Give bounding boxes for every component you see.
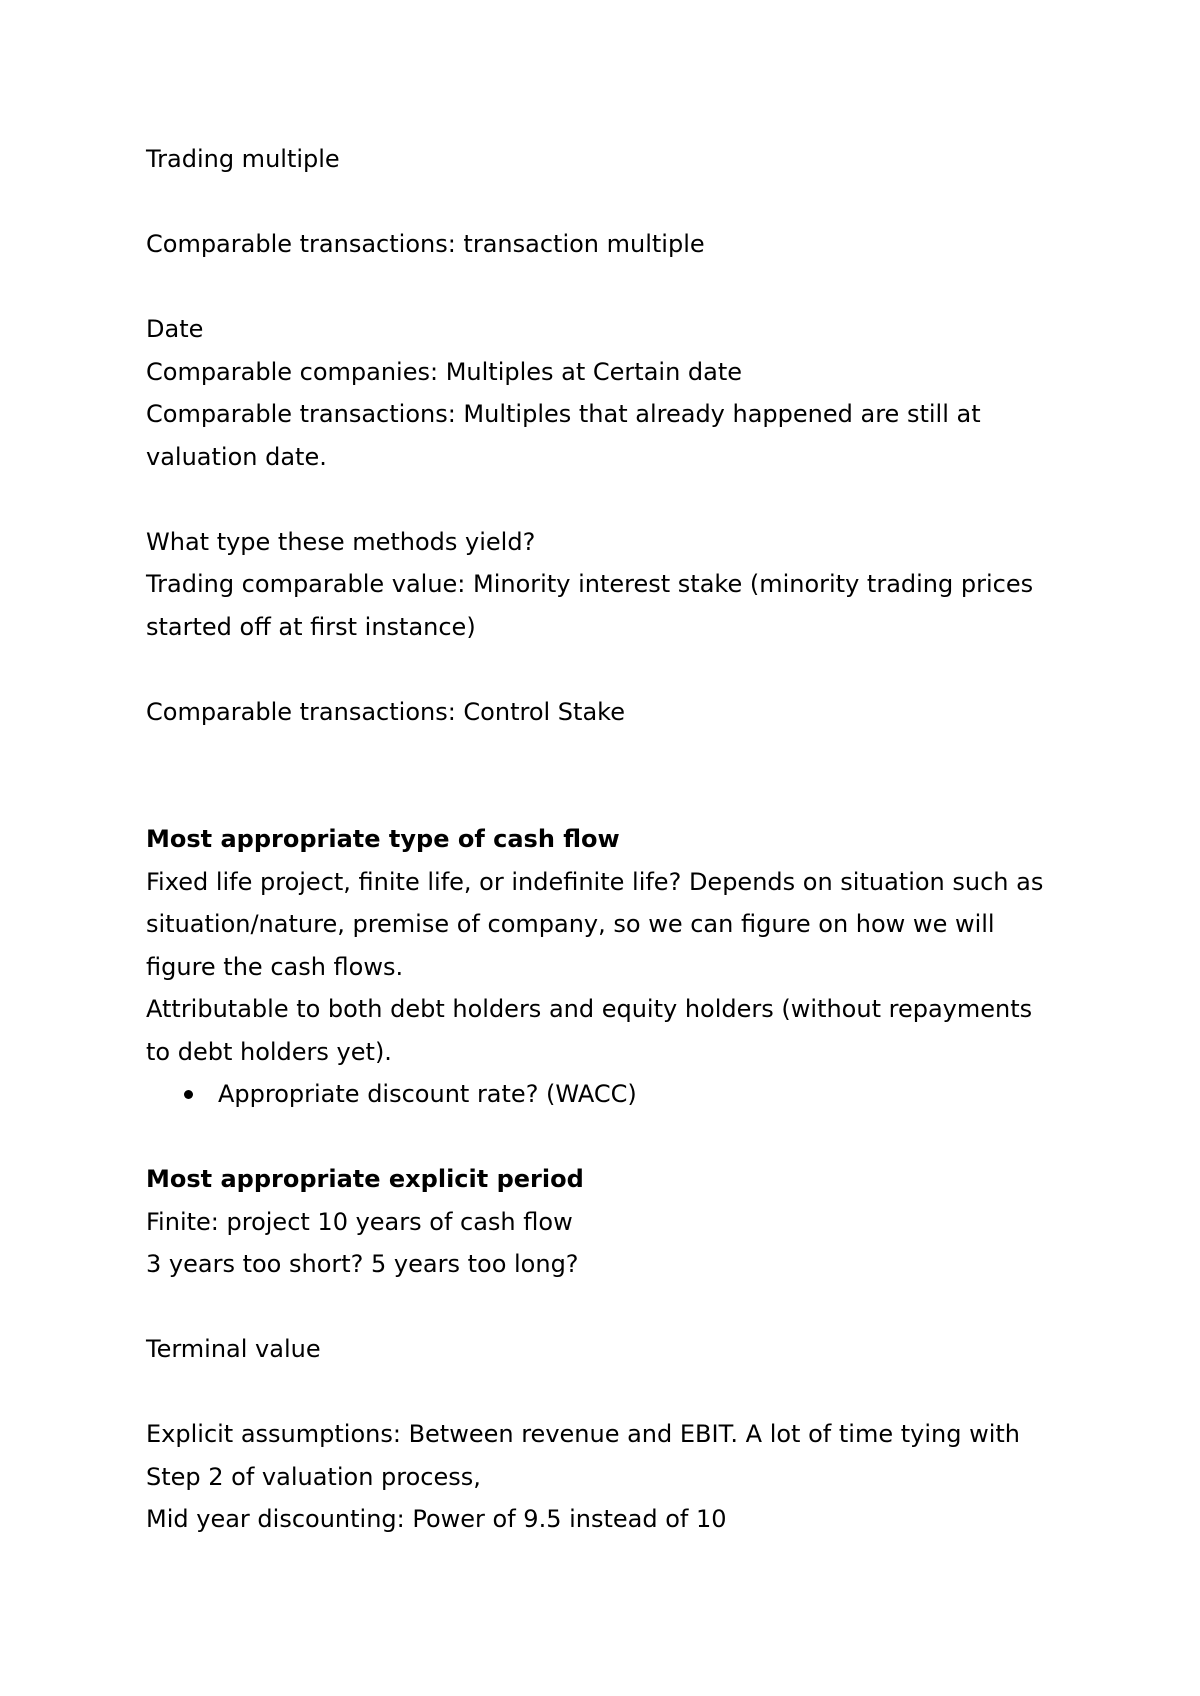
section-heading-explicit-period: Most appropriate explicit period bbox=[146, 1165, 584, 1193]
blank-line bbox=[146, 266, 1076, 309]
text-line: Comparable companies: Multiples at Certain date bbox=[146, 357, 743, 386]
text-line: figure the cash flows. bbox=[146, 952, 404, 981]
blank-line bbox=[146, 648, 1076, 691]
text-line: Fixed life project, finite life, or indefinite life? Depends on situation such as bbox=[146, 867, 1044, 896]
blank-line bbox=[146, 181, 1076, 224]
text-line: Step 2 of valuation process, bbox=[146, 1462, 481, 1491]
text-line: Mid year discounting: Power of 9.5 instead of 10 bbox=[146, 1505, 727, 1533]
blank-line bbox=[146, 478, 1076, 521]
text-line: started off at first instance) bbox=[146, 612, 476, 641]
text-line: Attributable to both debt holders and equity holders (without repayments bbox=[146, 995, 1033, 1023]
document-page bbox=[146, 138, 1076, 1541]
section-heading-cash-flow: Most appropriate type of cash flow bbox=[146, 825, 620, 853]
text-line: 3 years too short? 5 years too long? bbox=[146, 1250, 579, 1278]
text-line: Comparable transactions: transaction multiple bbox=[146, 230, 705, 258]
text-line: Comparable transactions: Control Stake bbox=[146, 697, 625, 726]
text-line: What type these methods yield? bbox=[146, 527, 536, 556]
text-line: Explicit assumptions: Between revenue and EBIT. A lot of time tying with bbox=[146, 1420, 1020, 1448]
text-line: Comparable transactions: Multiples that already happened are still at bbox=[146, 400, 981, 428]
blank-line bbox=[146, 1116, 1076, 1159]
blank-line bbox=[146, 1286, 1076, 1329]
text-line: valuation date. bbox=[146, 442, 327, 471]
text-line: situation/nature, premise of company, so we can figure on how we will bbox=[146, 910, 995, 938]
bullet-list bbox=[146, 1073, 1076, 1116]
text-line: Finite: project 10 years of cash flow bbox=[146, 1207, 573, 1236]
blank-line bbox=[146, 733, 1076, 818]
text-line: Date bbox=[146, 315, 204, 343]
text-line: Terminal value bbox=[146, 1335, 321, 1363]
blank-line bbox=[146, 1371, 1076, 1414]
list-item-text: Appropriate discount rate? (WACC) bbox=[218, 1080, 637, 1108]
text-line: Trading multiple bbox=[146, 145, 340, 173]
bullet-icon bbox=[184, 1090, 193, 1099]
list-item bbox=[146, 1073, 1076, 1116]
text-line: Trading comparable value: Minority interest stake (minority trading prices bbox=[146, 570, 1034, 598]
text-line: to debt holders yet). bbox=[146, 1037, 392, 1066]
